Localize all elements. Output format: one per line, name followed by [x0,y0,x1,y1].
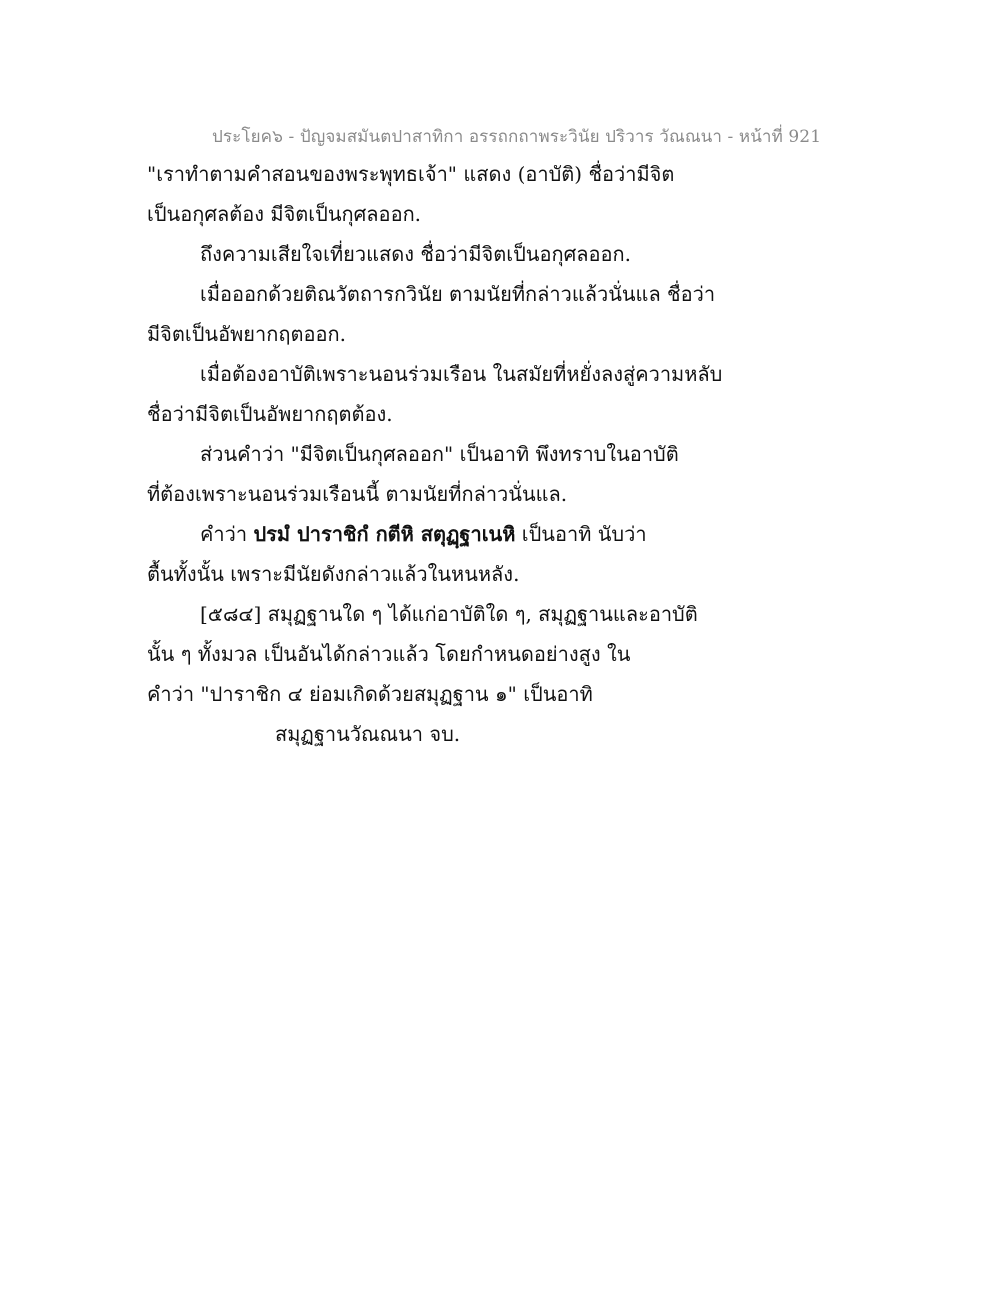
section-end-line: สมุฏฐานวัณณนา จบ. [275,722,461,746]
page-header: ประโยค๖ - ปัญจมสมันตปาสาทิกา อรรถกถาพระวินัย ปริวาร วัณณนา - หน้าที่ 921 [212,127,822,147]
text-line-3: ถึงความเสียใจเที่ยวแสดง ชื่อว่ามีจิตเป็นอกุศลออก. [200,242,632,266]
text-line-13: นั้น ๆ ทั้งมวล เป็นอันได้กล่าวแล้ว โดยกำหนดอย่างสูง ใน [147,642,631,666]
text-line-14: คำว่า "ปาราชิก ๔ ย่อมเกิดด้วยสมุฏฐาน ๑" เป็นอาทิ [147,682,593,706]
text-line-7: ชื่อว่ามีจิตเป็นอัพยากฤตต้อง. [147,402,393,426]
pali-term: ปรมํ ปาราชิกํ กตีหิ สตุฏฺฐาเนหิ [253,522,516,546]
text-line-10-lead: คำว่า [200,522,254,546]
text-line-6: เมื่อต้องอาบัติเพราะนอนร่วมเรือน ในสมัยที่หยั่งลงสู่ความหลับ [200,362,723,386]
text-line-12: [๕๘๔] สมุฏฐานใด ๆ ได้แก่อาบัติใด ๆ, สมุฏฐานและอาบัติ [200,602,698,626]
text-line-10-tail: เป็นอาทิ นับว่า [515,522,647,546]
text-line-8: ส่วนคำว่า "มีจิตเป็นกุศลออก" เป็นอาทิ พึงทราบในอาบัติ [200,442,679,466]
text-line-1: "เราทำตามคำสอนของพระพุทธเจ้า" แสดง (อาบัติ) ชื่อว่ามีจิต [147,162,675,186]
text-line-4: เมื่อออกด้วยติณวัตถารกวินัย ตามนัยที่กล่าวแล้วนั่นแล ชื่อว่า [200,282,716,306]
text-line-10 [200,520,647,548]
text-line-2: เป็นอกุศลต้อง มีจิตเป็นกุศลออก. [147,202,422,226]
text-line-9: ที่ต้องเพราะนอนร่วมเรือนนี้ ตามนัยที่กล่าวนั่นแล. [147,482,568,506]
text-line-5: มีจิตเป็นอัพยากฤตออก. [147,322,346,346]
text-line-11: ตื้นทั้งนั้น เพราะมีนัยดังกล่าวแล้วในหนหลัง. [147,562,520,586]
